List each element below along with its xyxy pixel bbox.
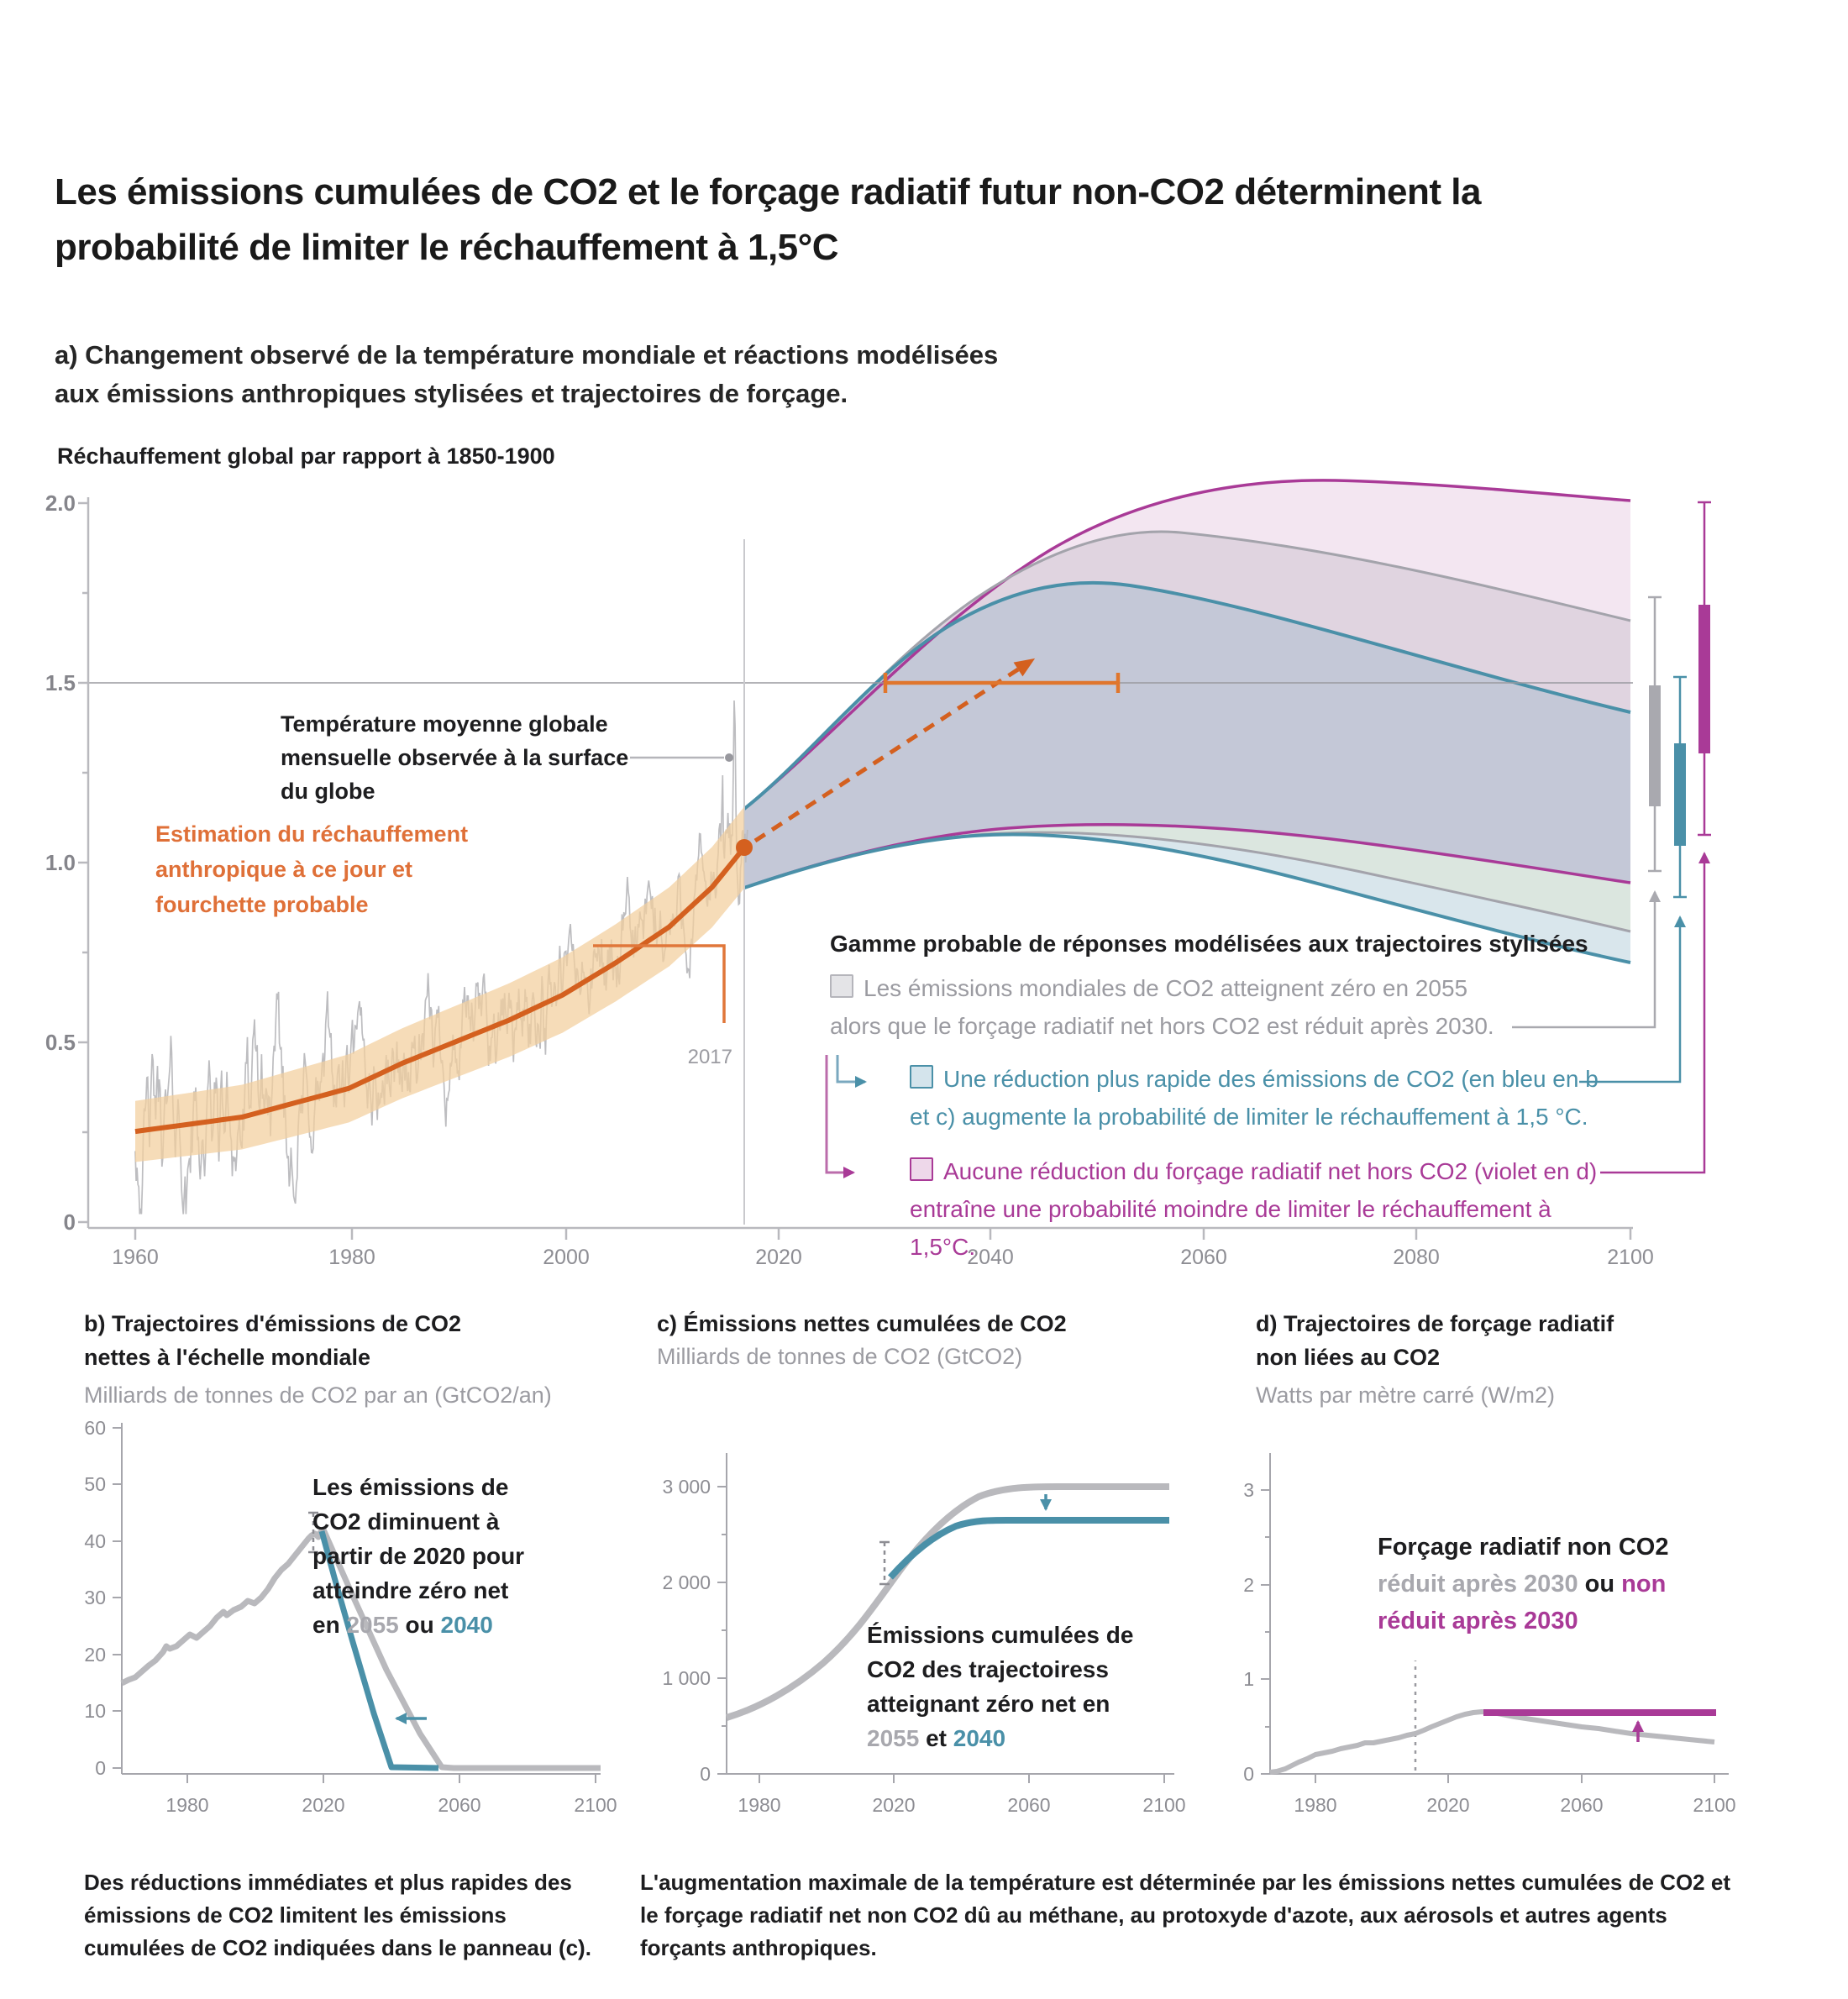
svg-text:2020: 2020 — [1426, 1794, 1470, 1816]
svg-text:40: 40 — [84, 1530, 106, 1552]
svg-text:2020: 2020 — [302, 1794, 345, 1816]
anthropogenic-label: Estimation du réchauffement anthropique à ce jour et fourchette probable — [155, 821, 469, 917]
observed-series-label: Température moyenne globale mensuelle observée à la surface du globe — [281, 711, 629, 804]
caption-right: L'augmentation maximale de la température est déterminée par les émissions nettes cumulées de CO2 et le forçage radiatif net non CO2 dû au méthane, au protoxyde d'azote, aux aérosols et autres agents forçants anthropiques. — [640, 1870, 1730, 1960]
legend-purple-line3: 1,5°C. — [910, 1234, 976, 1260]
svg-text:60: 60 — [84, 1417, 106, 1439]
range-bar-blue — [1673, 677, 1687, 897]
legend-blue-line1: Une réduction plus rapide des émissions de CO2 (en bleu en b — [943, 1066, 1599, 1092]
panel-a-legend — [830, 931, 1599, 1266]
panel-b-note-line: en 2055 ou 2040 — [312, 1612, 493, 1638]
panel-d-note — [1378, 1529, 1764, 1640]
svg-text:1 000: 1 000 — [662, 1667, 711, 1689]
svg-text:1.5: 1.5 — [45, 670, 76, 695]
svg-text:2.0: 2.0 — [45, 491, 76, 516]
svg-text:2100: 2100 — [1142, 1794, 1186, 1816]
svg-text:0: 0 — [700, 1763, 711, 1785]
blue-swatch-icon — [910, 1065, 933, 1089]
svg-text:2000: 2000 — [543, 1246, 590, 1269]
panel-c-x-tick-labels — [738, 1794, 1185, 1816]
svg-text:1: 1 — [1243, 1668, 1254, 1690]
panel-c-note — [867, 1618, 1178, 1755]
svg-text:2060: 2060 — [1560, 1794, 1604, 1816]
panel-a-scenario-bands — [744, 480, 1630, 963]
legend-item-blue — [910, 1060, 1599, 1136]
svg-text:0: 0 — [1243, 1763, 1254, 1785]
svg-text:2100: 2100 — [574, 1794, 617, 1816]
svg-text:1980: 1980 — [1294, 1794, 1337, 1816]
panel-d-x-tick-labels — [1294, 1794, 1735, 1816]
svg-text:0: 0 — [63, 1209, 76, 1235]
svg-text:0.5: 0.5 — [45, 1030, 76, 1055]
legend-purple-line2: entraîne une probabilité moindre de limiter le réchauffement à — [910, 1196, 1551, 1222]
range-bar-purple — [1698, 502, 1711, 835]
legend-item-purple — [910, 1152, 1599, 1266]
legend-gray-line2: alors que le forçage radiatif net hors CO2 est réduit après 2030. — [830, 1013, 1494, 1039]
svg-text:2060: 2060 — [1007, 1794, 1051, 1816]
gray-swatch-icon — [830, 974, 853, 998]
legend-item-gray — [830, 969, 1599, 1045]
purple-swatch-icon — [910, 1157, 933, 1181]
panel-c-errorbar-2017 — [879, 1542, 890, 1584]
panel-b-title: b) Trajectoires d'émissions de CO2 nettes à l'échelle mondiale — [84, 1311, 462, 1370]
svg-text:1980: 1980 — [165, 1794, 209, 1816]
legend-purple-line1: Aucune réduction du forçage radiatif net hors CO2 (violet en d) — [943, 1158, 1598, 1184]
svg-text:1.0: 1.0 — [45, 850, 76, 875]
year-2017-label: 2017 — [687, 1046, 732, 1068]
panel-b-note-line: Les émissions de — [312, 1474, 509, 1500]
panel-c-note-line: atteignant zéro net en — [867, 1691, 1110, 1717]
panel-c-y-tick-labels — [662, 1476, 711, 1785]
panel-a-y-tick-labels — [45, 491, 76, 1235]
svg-text:2060: 2060 — [438, 1794, 481, 1816]
svg-text:10: 10 — [84, 1700, 106, 1722]
panel-a-axis-title: Réchauffement global par rapport à 1850-1900 — [57, 443, 555, 469]
section-a-heading: a) Changement observé de la température mondiale et réactions modélisées aux émissions anthropiques stylisées et trajectoires de forçage. — [55, 340, 999, 408]
legend-heading: Gamme probable de réponses modélisées aux trajectoires stylisées — [830, 931, 1588, 957]
legend-blue-line2: et c) augmente la probabilité de limiter le réchauffement à 1,5 °C. — [910, 1104, 1588, 1130]
legend-gray-line1: Les émissions mondiales de CO2 atteignent zéro en 2055 — [864, 975, 1468, 1001]
panel-b-note-line: partir de 2020 pour — [312, 1543, 525, 1569]
panel-c-note-line: CO2 des trajectoiress — [867, 1656, 1109, 1682]
svg-text:2100: 2100 — [1607, 1246, 1654, 1269]
panel-b-note-line: atteindre zéro net — [312, 1577, 509, 1603]
panel-c-unit: Milliards de tonnes de CO2 (GtCO2) — [657, 1344, 1023, 1369]
svg-text:3: 3 — [1243, 1479, 1254, 1501]
panel-d-unit: Watts par mètre carré (W/m2) — [1256, 1383, 1556, 1408]
panel-d-title: d) Trajectoires de forçage radiatif non liées au CO2 — [1256, 1311, 1614, 1370]
panel-d-note-line1: Forçage radiatif non CO2 — [1378, 1534, 1669, 1561]
svg-text:2: 2 — [1243, 1574, 1254, 1596]
panel-c-note-line: 2055 et 2040 — [867, 1725, 1006, 1751]
panel-d-note-line2: réduit après 2030 ou non — [1378, 1571, 1667, 1598]
current-warming-dot — [736, 839, 753, 856]
range-bar-gray — [1648, 597, 1662, 871]
svg-text:1980: 1980 — [328, 1246, 375, 1269]
panel-d-y-tick-labels — [1243, 1479, 1254, 1785]
svg-text:2 000: 2 000 — [662, 1571, 711, 1593]
svg-text:3 000: 3 000 — [662, 1476, 711, 1498]
panel-d-gray-series — [1270, 1712, 1714, 1772]
page-title: Les émissions cumulées de CO2 et le forçage radiatif futur non-CO2 déterminent la probabilité de limiter le réchauffement à 1,5°C — [55, 171, 1481, 268]
panel-c-title: c) Émissions nettes cumulées de CO2 — [657, 1311, 1067, 1336]
panel-b-x-tick-labels — [165, 1794, 617, 1816]
svg-text:50: 50 — [84, 1473, 106, 1495]
svg-text:2080: 2080 — [1393, 1246, 1440, 1269]
svg-text:2040: 2040 — [967, 1246, 1014, 1269]
svg-text:1960: 1960 — [112, 1246, 159, 1269]
panel-d-note-line3: réduit après 2030 — [1378, 1608, 1578, 1634]
svg-text:1980: 1980 — [738, 1794, 781, 1816]
svg-text:0: 0 — [95, 1757, 106, 1779]
panel-b-unit: Milliards de tonnes de CO2 par an (GtCO2/an) — [84, 1383, 552, 1408]
panel-b-note — [312, 1470, 573, 1642]
caption-left: Des réductions immédiates et plus rapides des émissions de CO2 limitent les émissions cumulées de CO2 indiquées dans le panneau (c). — [84, 1870, 591, 1960]
panel-c-note-line: Émissions cumulées de — [867, 1622, 1134, 1648]
panel-b-note-line: CO2 diminuent à — [312, 1508, 500, 1535]
svg-text:2060: 2060 — [1180, 1246, 1227, 1269]
panel-b-y-tick-labels — [84, 1417, 106, 1779]
svg-text:30: 30 — [84, 1587, 106, 1608]
svg-text:2020: 2020 — [872, 1794, 916, 1816]
svg-text:20: 20 — [84, 1644, 106, 1666]
svg-text:2100: 2100 — [1693, 1794, 1736, 1816]
svg-text:2020: 2020 — [755, 1246, 802, 1269]
